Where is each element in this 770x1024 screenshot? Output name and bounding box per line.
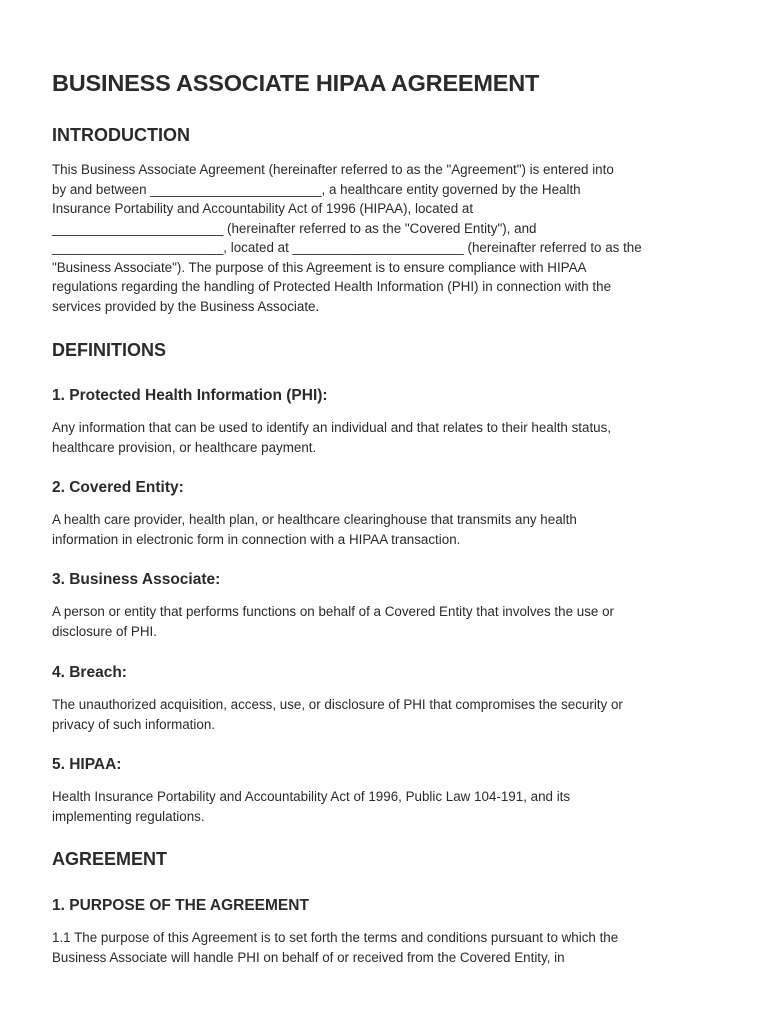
paragraph-line: _______________________, located at _______________________ (hereinafter referred to as the: [52, 240, 642, 255]
definition-text-hipaa: [52, 787, 722, 826]
definition-term-phi: 1. Protected Health Information (PHI):: [52, 387, 328, 404]
paragraph-line: by and between _______________________, a healthcare entity governed by the Health: [52, 181, 581, 197]
agreement-section-title: 1. PURPOSE OF THE AGREEMENT: [52, 897, 309, 914]
paragraph-line: Any information that can be used to identify an individual and that relates to their health status,: [52, 420, 612, 435]
paragraph-line: Health Insurance Portability and Accountability Act of 1996, Public Law 104-191, and its: [52, 789, 571, 804]
paragraph-line: implementing regulations.: [52, 808, 205, 824]
paragraph-line: disclosure of PHI.: [52, 623, 157, 639]
paragraph-line: "Business Associate"). The purpose of this Agreement is to ensure compliance with HIPAA: [52, 259, 587, 275]
paragraph-line: regulations regarding the handling of Protected Health Information (PHI) in connection with the: [52, 279, 612, 294]
document-title: BUSINESS ASSOCIATE HIPAA AGREEMENT: [52, 70, 540, 96]
paragraph-line: healthcare provision, or healthcare payment.: [52, 439, 317, 455]
introduction-heading: INTRODUCTION: [52, 125, 190, 145]
definition-text-breach: [52, 695, 722, 734]
definition-term-business-associate: 3. Business Associate:: [52, 571, 221, 588]
paragraph-line: information in electronic form in connection with a HIPAA transaction.: [52, 531, 461, 547]
definition-text-phi: [52, 418, 722, 457]
paragraph-line: The unauthorized acquisition, access, use, or disclosure of PHI that compromises the security or: [52, 697, 623, 712]
paragraph-line: 1.1 The purpose of this Agreement is to set forth the terms and conditions pursuant to which the: [52, 930, 619, 945]
definition-text-business-associate: [52, 602, 722, 641]
definition-term-hipaa: 5. HIPAA:: [52, 756, 122, 773]
paragraph-line: A health care provider, health plan, or healthcare clearinghouse that transmits any health: [52, 512, 577, 527]
paragraph-line: services provided by the Business Associate.: [52, 298, 320, 314]
definitions-heading: DEFINITIONS: [52, 340, 167, 360]
definition-term-covered-entity: 2. Covered Entity:: [52, 479, 184, 496]
introduction-paragraph: [52, 160, 722, 316]
agreement-section-text: [52, 928, 722, 967]
paragraph-line: privacy of such information.: [52, 716, 215, 732]
paragraph-line: Insurance Portability and Accountability Act of 1996 (HIPAA), located at: [52, 201, 474, 216]
paragraph-line: _______________________ (hereinafter referred to as the "Covered Entity"), and: [52, 220, 537, 236]
paragraph-line: Business Associate will handle PHI on behalf of or received from the Covered Entity, in: [52, 949, 565, 965]
paragraph-line: This Business Associate Agreement (hereinafter referred to as the "Agreement") is entered into: [52, 162, 614, 177]
agreement-heading: AGREEMENT: [52, 849, 168, 869]
definition-text-covered-entity: [52, 510, 722, 549]
paragraph-line: A person or entity that performs functions on behalf of a Covered Entity that involves the use or: [52, 604, 614, 619]
definition-term-breach: 4. Breach:: [52, 664, 127, 681]
